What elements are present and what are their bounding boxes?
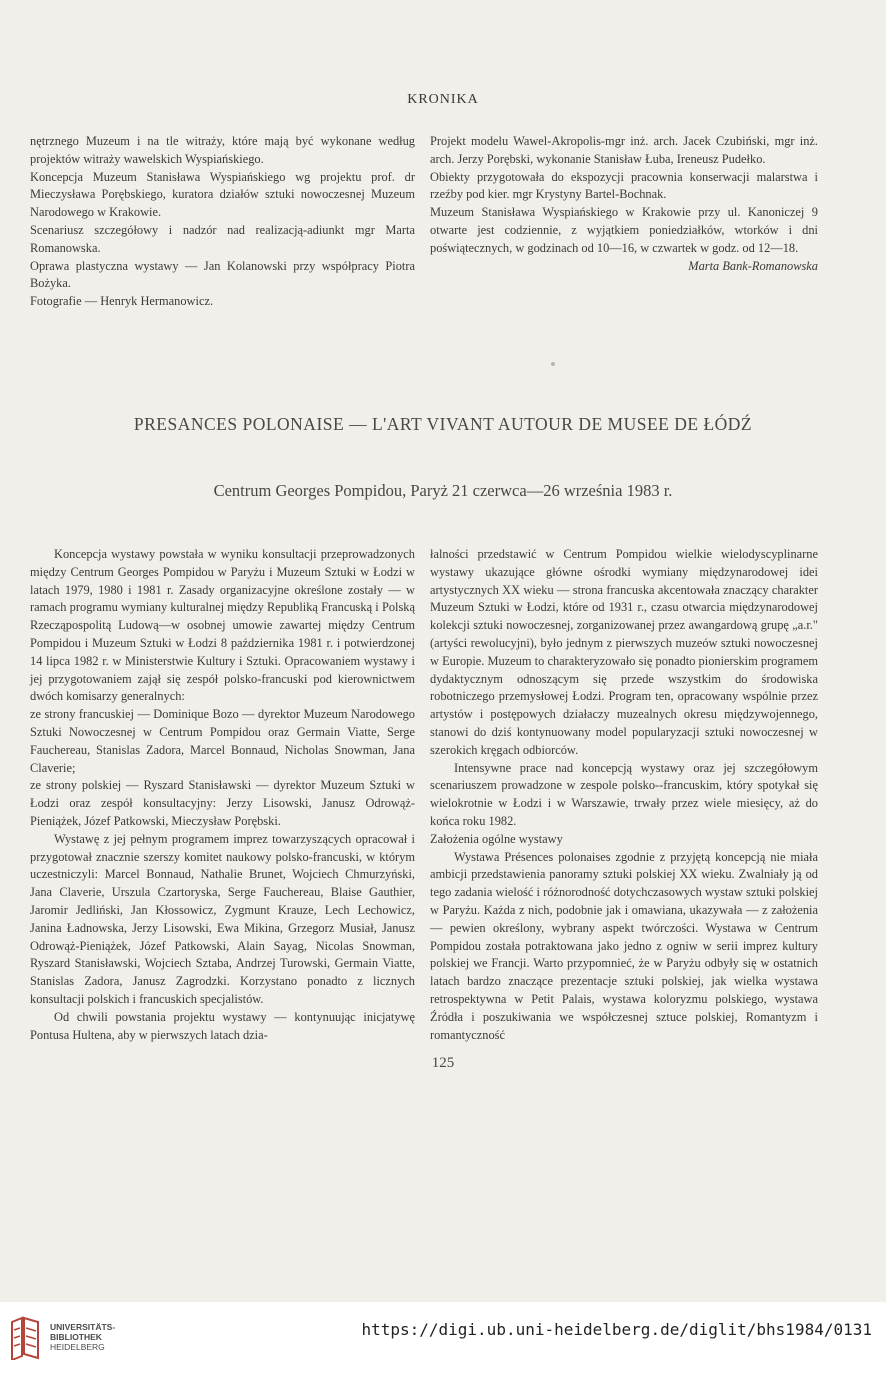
paragraph: Muzeum Stanisława Wyspiańskiego w Krakowie przy ul. Kanoniczej 9 otwarte jest codziennie, z wyjątkiem poniedziałków, wtorków i dni poświątecznych, w godzinach od 10—16, w czwartek w godz. od 12—18. xyxy=(430,205,818,255)
footer-bar xyxy=(0,1302,886,1374)
section-heading: Założenia ogólne wystawy xyxy=(430,831,563,846)
paragraph: Wystawę z jej pełnym programem imprez towarzyszących opracował i przygotował znacznie szerszy komitet naukowy polsko-francuski, w którym uczestniczyli: Marcel Bonnaud, Nathalie Brunet, Wojciech Chmurzyński, Jana Claverie, Urszula Czartoryska, Serge Fauchereau, Blaise Gauthier, Jaromir Jedliński, Jan Kłossowicz, Zygmunt Krauze, Lech Lechowicz, Janina Ładnowska, Jerzy Lisowski, Ewa Mikina, Grzegorz Musiał, Janusz Odrowąż-Pieniążek, Józef Patkowski, Alain Sayag, Nicolas Snowman, Ryszard Stanisławski, Wojciech Sztaba, Andrzej Turowski, Germain Viatte, Stanislas Zadora, Janusz Zagrodzki. Korzystano ponadto z licznych konsultacji polskich i francuskich specjalistów. xyxy=(30,831,415,1006)
paragraph: łalności przedstawić w Centrum Pompidou wielkie wielodyscyplinarne wystawy ukazujące główne ośrodki wymiany międzynarodowej idei artystycznych XX wieku — strona francuska akcentowała znaczący charakter Muzeum Sztuki w Łodzi, które od 1931 r., czasu otwarcia międzynarodowej kolekcji sztuki nowoczesnej, zorganizowanej przez awangardową grupę „a.r." (artyści rewolucyjni), było jednym z pierwszych muzeów sztuki nowoczesnej w Europie. Muzeum to charakteryzowało się ponadto pionierskim programem dydaktycznym odnoszącym się przede wszystkim do środowiska robotniczego przemysłowej Łodzi. Program ten, opracowany wspólnie przez artystów i postępowych działaczy muzealnych okresu międzywojennego, stanowi do dziś kontynuowany model popularyzacji sztuki nowoczesnej w szerokich kręgach odbiorców. xyxy=(430,547,818,757)
paragraph: ze strony francuskiej — Dominique Bozo — dyrektor Muzeum Narodowego Sztuki Nowoczesnej w Centrum Pompidou oraz Germain Viatte, Serge Fauchereau, Stanislas Zadora, Marcel Bonnaud, Nicholas Snowman, Jana Claverie; xyxy=(30,707,415,775)
paragraph: Intensywne prace nad koncepcją wystawy oraz jej szczegółowym scenariuszem prowadzone w zespole polsko--francuskim, który spotykał się wielokrotnie w Łodzi i w Warszawie, trwały przez wiele miesięcy, aż do końca roku 1982. xyxy=(430,760,818,828)
paragraph: ze strony polskiej — Ryszard Stanisławski — dyrektor Muzeum Sztuki w Łodzi oraz zespół konsultacyjny: Jerzy Lisowski, Janusz Odrowąż-Pieniążek, Józef Patkowski, Mieczysław Porębski. xyxy=(30,778,415,828)
library-logo-icon xyxy=(10,1316,40,1360)
top-left-column xyxy=(30,133,415,311)
library-logo-text xyxy=(50,1322,115,1352)
article-subtitle: Centrum Georges Pompidou, Paryż 21 czerwca—26 września 1983 r. xyxy=(213,481,673,500)
paragraph: Projekt modelu Wawel-Akropolis-mgr inż. arch. Jacek Czubiński, mgr inż. arch. Jerzy Porębski, wykonanie Stanisław Łuba, Ireneusz Pudełko. xyxy=(430,134,818,166)
logo-line: UNIVERSITÄTS- xyxy=(50,1322,116,1332)
paragraph: Fotografie — Henryk Hermanowicz. xyxy=(30,294,214,309)
source-url-link[interactable]: https://digi.ub.uni-heidelberg.de/diglit/bhs1984/0131 xyxy=(361,1320,872,1339)
paragraph: Koncepcja Muzeum Stanisława Wyspiańskiego wg projektu prof. dr Mieczysława Porębskiego, kuratora działów sztuki nowoczesnej Muzeum Narodowego w Krakowie. xyxy=(30,169,415,220)
logo-line: HEIDELBERG xyxy=(50,1342,105,1352)
article-title: PRESANCES POLONAISE — L'ART VIVANT AUTOUR DE MUSEE DE ŁÓDŹ xyxy=(133,414,753,434)
author-signature: Marta Bank-Romanowska xyxy=(688,258,818,273)
paragraph: Koncepcja wystawy powstała w wyniku konsultacji przeprowadzonych między Centrum Georges Pompidou w Paryżu i Muzeum Sztuki w Łodzi w latach 1979, 1980 i 1981 r. Zasady organizacyjne określone zostały — w ramach programu wymiany kulturalnej między Republiką Francuską i Polską Rzecząpospolitą Ludową—w osobnej umowie zawartej między Centrum Pompidou i Muzeum Sztuki w Łodzi 8 października 1981 r. i potwierdzonej 14 lipca 1982 r. w Ministerstwie Kultury i Sztuki. Opracowaniem wystawy i jej przygotowaniem zajął się zespół polsko-francuski pod kierownictwem dwóch komisarzy generalnych: xyxy=(30,547,415,704)
top-right-column xyxy=(430,133,818,275)
paragraph: Obiekty przygotowała do ekspozycji pracownia konserwacji malarstwa i rzeźby pod kier. mgr Krystyny Bartel-Bochnak. xyxy=(430,169,818,202)
article-left-column xyxy=(30,546,415,1044)
separator-dot xyxy=(551,362,555,366)
running-title: KRONIKA xyxy=(407,92,479,107)
article-right-column xyxy=(430,546,818,1044)
paragraph: Wystawa Présences polonaises zgodnie z przyjętą koncepcją nie miała ambicji przedstawienia panoramy sztuki polskiej XX wieku. Zwalniały ją od tego zadania wielość i różnorodność dotychczasowych wystaw sztuki polskiej w Paryżu. Każda z nich, podobnie jak i omawiana, ukazywała — z założenia — pewien określony, wybrany aspekt twórczości. Wystawa w Centrum Pompidou została potraktowana jako jedno z ogniw w serii imprez kultury polskiej we Francji. Warto przypomnieć, że w Paryżu odbyły się w ostatnich latach bardzo znaczące prezentacje sztuki polskiej, jak wielka wystawa retrospektywna w Petit Palais, wystawa koloryzmu polskiego, wystawa Źródła i poszukiwania we współczesnej sztuce polskiej, Romantyzm i romantyczność xyxy=(430,849,818,1042)
paragraph: Oprawa plastyczna wystawy — Jan Kolanowski przy współpracy Piotra Bożyka. xyxy=(30,258,415,291)
page-number: 125 xyxy=(431,1055,455,1071)
logo-line: BIBLIOTHEK xyxy=(50,1332,102,1342)
paragraph: Scenariusz szczegółowy i nadzór nad realizacją-adiunkt mgr Marta Romanowska. xyxy=(30,222,415,255)
paragraph: Od chwili powstania projektu wystawy — kontynuując inicjatywę Pontusa Hultena, aby w pierwszych latach dzia- xyxy=(30,1009,415,1042)
paragraph: nętrznego Muzeum i na tle witraży, które mają być wykonane według projektów witraży wawelskich Wyspiańskiego. xyxy=(30,134,415,166)
